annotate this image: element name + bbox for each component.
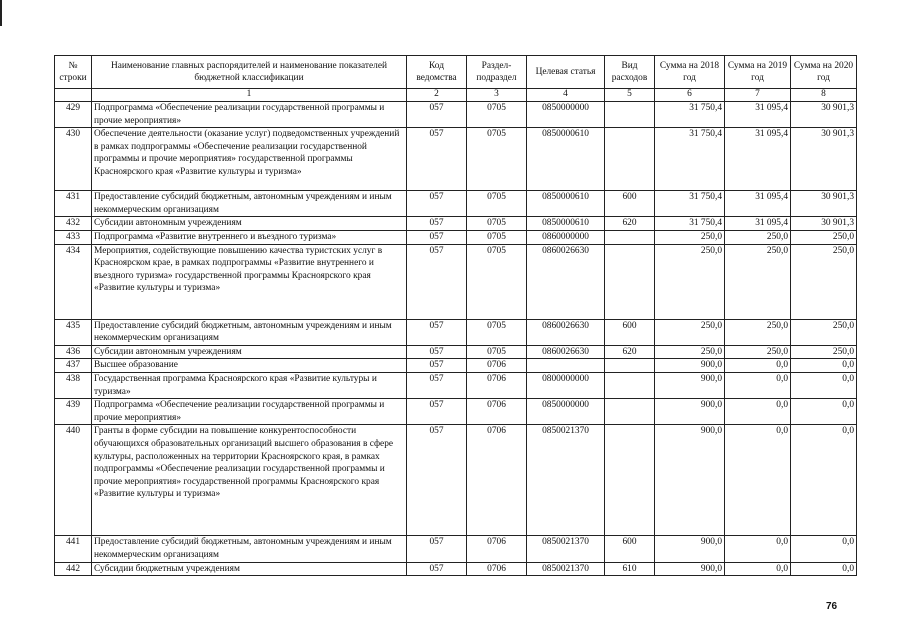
row-number: 431 <box>55 191 92 217</box>
header-sum-2019: Сумма на 2019 год <box>725 56 791 89</box>
row-sum-2019: 0,0 <box>725 359 791 373</box>
row-razd: 0706 <box>467 562 527 576</box>
row-number: 442 <box>55 562 92 576</box>
row-statya: 0860026630 <box>527 244 605 319</box>
colnum-6: 6 <box>655 89 725 102</box>
row-number: 435 <box>55 319 92 345</box>
row-name: Подпрограмма «Обеспечение реализации государственной программы и прочие мероприятия» <box>92 399 407 425</box>
column-numbers-row <box>55 89 857 102</box>
row-razd: 0705 <box>467 128 527 191</box>
row-number: 440 <box>55 425 92 536</box>
table-row <box>55 425 857 536</box>
row-sum-2020: 30 901,3 <box>791 217 857 231</box>
row-vid <box>605 230 655 244</box>
row-sum-2018: 900,0 <box>655 562 725 576</box>
row-name: Подпрограмма «Обеспечение реализации государственной программы и прочие мероприятия» <box>92 102 407 128</box>
row-name: Субсидии автономным учреждениям <box>92 345 407 359</box>
row-sum-2019: 0,0 <box>725 372 791 398</box>
row-sum-2018: 250,0 <box>655 319 725 345</box>
table-row <box>55 399 857 425</box>
colnum-7: 7 <box>725 89 791 102</box>
row-number: 437 <box>55 359 92 373</box>
header-sum-2018: Сумма на 2018 год <box>655 56 725 89</box>
row-statya: 0850000610 <box>527 191 605 217</box>
row-name: Субсидии автономным учреждениям <box>92 217 407 231</box>
row-ved: 057 <box>407 319 467 345</box>
row-razd: 0705 <box>467 230 527 244</box>
table-row <box>55 217 857 231</box>
row-sum-2018: 31 750,4 <box>655 191 725 217</box>
colnum-4: 4 <box>527 89 605 102</box>
header-statya: Целевая статья <box>527 56 605 89</box>
row-name: Предоставление субсидий бюджетным, автономным учреждениям и иным некоммерческим организациям <box>92 319 407 345</box>
row-sum-2018: 900,0 <box>655 425 725 536</box>
row-ved: 057 <box>407 372 467 398</box>
row-sum-2020: 0,0 <box>791 359 857 373</box>
row-sum-2018: 250,0 <box>655 345 725 359</box>
row-statya: 0850000610 <box>527 217 605 231</box>
row-number: 429 <box>55 102 92 128</box>
row-sum-2018: 31 750,4 <box>655 217 725 231</box>
row-sum-2018: 31 750,4 <box>655 102 725 128</box>
table-body <box>55 102 857 576</box>
row-name: Гранты в форме субсидии на повышение конкурентоспособности обучающихся образовательных организаций высшего образования в сфере культуры, расположенных на территории Красноярского края, в рамках подпрограммы «Обеспечение реализации государственной программы и прочие мероприятия» государственной программы Красноярского края «Развитие культуры и туризма» <box>92 425 407 536</box>
colnum-0 <box>55 89 92 102</box>
page-number: 76 <box>826 601 838 612</box>
row-sum-2019: 31 095,4 <box>725 102 791 128</box>
table-row <box>55 230 857 244</box>
row-statya: 0800000000 <box>527 372 605 398</box>
row-ved: 057 <box>407 128 467 191</box>
row-sum-2019: 250,0 <box>725 244 791 319</box>
header-razd: Раздел-подраздел <box>467 56 527 89</box>
row-number: 441 <box>55 536 92 562</box>
row-vid <box>605 128 655 191</box>
row-sum-2018: 900,0 <box>655 399 725 425</box>
row-sum-2020: 250,0 <box>791 230 857 244</box>
row-vid: 600 <box>605 191 655 217</box>
scan-edge-mark <box>0 0 2 26</box>
row-name: Субсидии бюджетным учреждениям <box>92 562 407 576</box>
row-statya: 0850021370 <box>527 425 605 536</box>
row-sum-2020: 0,0 <box>791 399 857 425</box>
row-sum-2018: 250,0 <box>655 244 725 319</box>
table-row <box>55 191 857 217</box>
colnum-2: 2 <box>407 89 467 102</box>
colnum-3: 3 <box>467 89 527 102</box>
row-ved: 057 <box>407 359 467 373</box>
row-razd: 0705 <box>467 217 527 231</box>
table-row <box>55 372 857 398</box>
row-sum-2018: 31 750,4 <box>655 128 725 191</box>
row-sum-2020: 250,0 <box>791 244 857 319</box>
row-razd: 0705 <box>467 102 527 128</box>
row-ved: 057 <box>407 191 467 217</box>
row-name: Мероприятия, содействующие повышению качества туристских услуг в Красноярском крае, в рамках подпрограммы «Развитие внутреннего и въездного туризма» государственной программы Красноярского края «Развитие культуры и туризма» <box>92 244 407 319</box>
row-razd: 0705 <box>467 319 527 345</box>
row-ved: 057 <box>407 562 467 576</box>
row-statya: 0850000000 <box>527 399 605 425</box>
row-sum-2020: 250,0 <box>791 345 857 359</box>
row-ved: 057 <box>407 230 467 244</box>
row-statya: 0850021370 <box>527 562 605 576</box>
row-sum-2019: 0,0 <box>725 536 791 562</box>
row-sum-2019: 250,0 <box>725 230 791 244</box>
row-ved: 057 <box>407 345 467 359</box>
colnum-1: 1 <box>92 89 407 102</box>
row-name: Предоставление субсидий бюджетным, автономным учреждениям и иным некоммерческим организациям <box>92 191 407 217</box>
row-sum-2019: 0,0 <box>725 562 791 576</box>
table-row <box>55 128 857 191</box>
header-name: Наименование главных распорядителей и наименование показателей бюджетной классификации <box>92 56 407 89</box>
row-sum-2020: 0,0 <box>791 536 857 562</box>
row-sum-2019: 31 095,4 <box>725 217 791 231</box>
row-razd: 0706 <box>467 425 527 536</box>
row-number: 436 <box>55 345 92 359</box>
row-sum-2019: 31 095,4 <box>725 191 791 217</box>
row-sum-2020: 0,0 <box>791 425 857 536</box>
header-ved: Код ведомства <box>407 56 467 89</box>
colnum-8: 8 <box>791 89 857 102</box>
row-ved: 057 <box>407 536 467 562</box>
header-row-no: № строки <box>55 56 92 89</box>
row-ved: 057 <box>407 399 467 425</box>
row-sum-2019: 0,0 <box>725 399 791 425</box>
row-sum-2018: 900,0 <box>655 372 725 398</box>
row-razd: 0705 <box>467 244 527 319</box>
table-row <box>55 319 857 345</box>
row-razd: 0706 <box>467 372 527 398</box>
row-vid <box>605 372 655 398</box>
row-statya: 0850000000 <box>527 102 605 128</box>
row-sum-2020: 250,0 <box>791 319 857 345</box>
row-vid <box>605 102 655 128</box>
row-number: 438 <box>55 372 92 398</box>
row-sum-2019: 250,0 <box>725 319 791 345</box>
row-sum-2019: 31 095,4 <box>725 128 791 191</box>
row-vid: 610 <box>605 562 655 576</box>
table-row <box>55 345 857 359</box>
row-sum-2020: 30 901,3 <box>791 191 857 217</box>
row-ved: 057 <box>407 217 467 231</box>
row-vid: 600 <box>605 536 655 562</box>
row-number: 433 <box>55 230 92 244</box>
row-vid <box>605 399 655 425</box>
row-statya: 0850021370 <box>527 536 605 562</box>
row-sum-2020: 0,0 <box>791 562 857 576</box>
header-vid: Вид расходов <box>605 56 655 89</box>
row-razd: 0706 <box>467 359 527 373</box>
row-vid: 620 <box>605 217 655 231</box>
row-razd: 0706 <box>467 536 527 562</box>
row-vid <box>605 425 655 536</box>
row-name: Обеспечение деятельности (оказание услуг) подведомственных учреждений в рамках подпрограммы «Обеспечение реализации государственной программы и прочие мероприятия» государственной программы Красноярского края «Развитие культуры и туризма» <box>92 128 407 191</box>
header-sum-2020: Сумма на 2020 год <box>791 56 857 89</box>
row-ved: 057 <box>407 244 467 319</box>
table-row <box>55 536 857 562</box>
table-header-row <box>55 56 857 89</box>
row-razd: 0705 <box>467 191 527 217</box>
row-number: 439 <box>55 399 92 425</box>
row-name: Государственная программа Красноярского края «Развитие культуры и туризма» <box>92 372 407 398</box>
row-number: 430 <box>55 128 92 191</box>
row-statya: 0850000610 <box>527 128 605 191</box>
table-row <box>55 562 857 576</box>
row-sum-2020: 30 901,3 <box>791 128 857 191</box>
table-row <box>55 244 857 319</box>
row-vid: 600 <box>605 319 655 345</box>
row-name: Высшее образование <box>92 359 407 373</box>
row-sum-2019: 250,0 <box>725 345 791 359</box>
row-razd: 0706 <box>467 399 527 425</box>
row-vid <box>605 359 655 373</box>
table-row <box>55 359 857 373</box>
table-row <box>55 102 857 128</box>
row-vid: 620 <box>605 345 655 359</box>
row-sum-2019: 0,0 <box>725 425 791 536</box>
budget-table <box>54 55 857 576</box>
row-sum-2020: 0,0 <box>791 372 857 398</box>
row-statya: 0860026630 <box>527 345 605 359</box>
row-sum-2018: 900,0 <box>655 359 725 373</box>
row-number: 434 <box>55 244 92 319</box>
row-ved: 057 <box>407 425 467 536</box>
row-statya <box>527 359 605 373</box>
row-razd: 0705 <box>467 345 527 359</box>
colnum-5: 5 <box>605 89 655 102</box>
row-number: 432 <box>55 217 92 231</box>
row-sum-2020: 30 901,3 <box>791 102 857 128</box>
row-sum-2018: 900,0 <box>655 536 725 562</box>
row-sum-2018: 250,0 <box>655 230 725 244</box>
row-statya: 0860000000 <box>527 230 605 244</box>
row-ved: 057 <box>407 102 467 128</box>
row-statya: 0860026630 <box>527 319 605 345</box>
row-vid <box>605 244 655 319</box>
row-name: Предоставление субсидий бюджетным, автономным учреждениям и иным некоммерческим организациям <box>92 536 407 562</box>
row-name: Подпрограмма «Развитие внутреннего и въездного туризма» <box>92 230 407 244</box>
